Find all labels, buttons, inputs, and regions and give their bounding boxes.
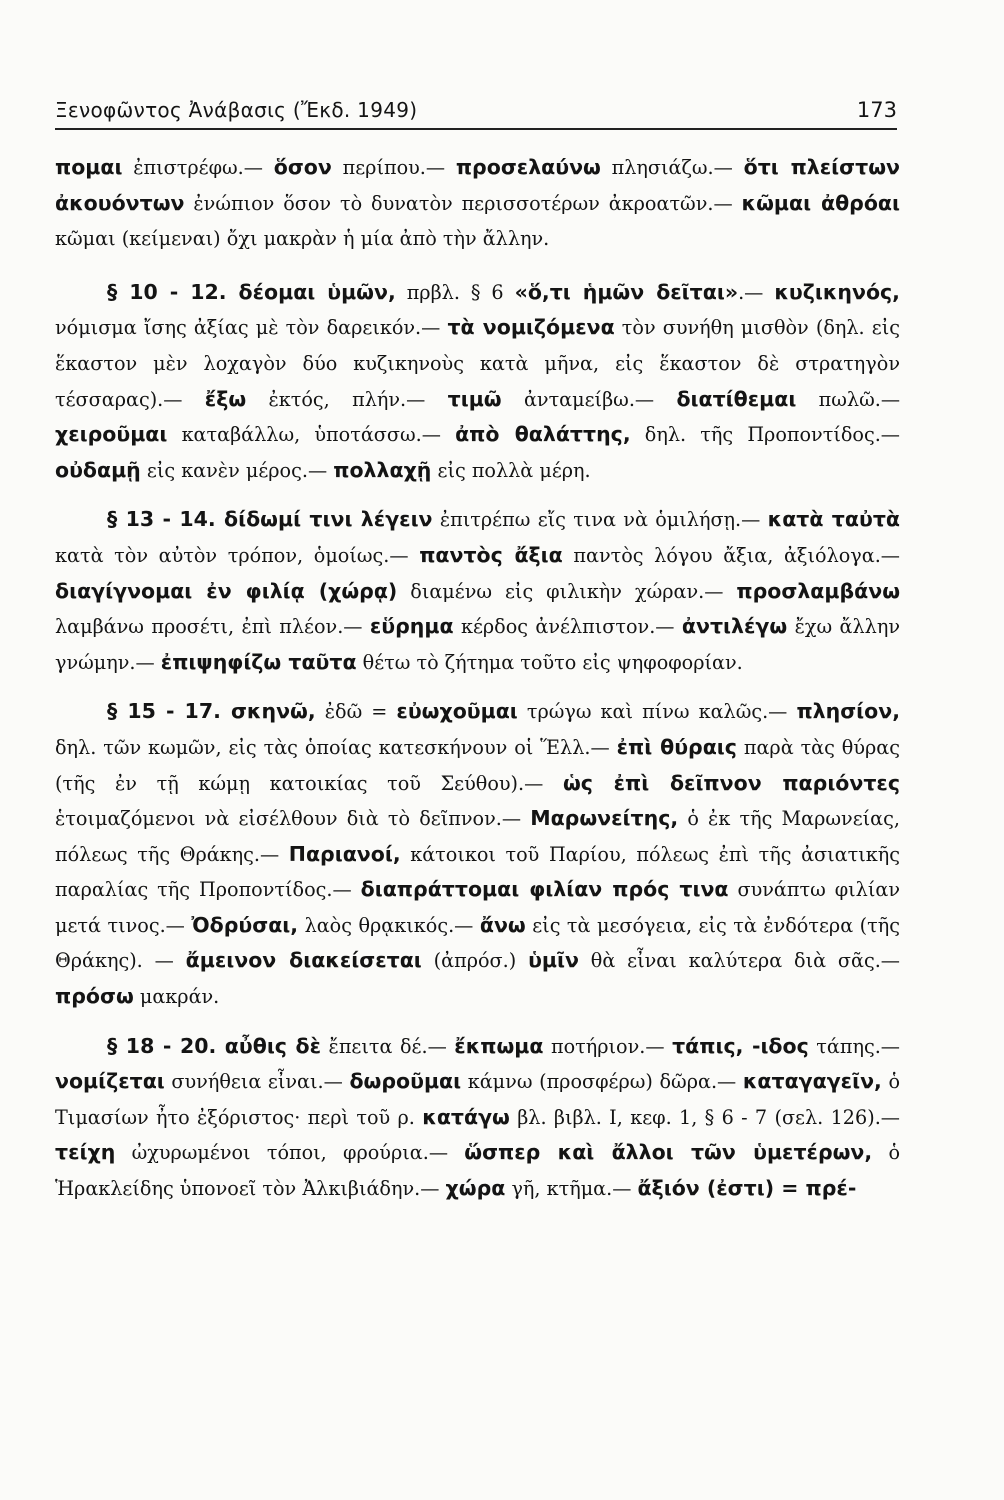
lemma-term: ὑμῖν: [528, 948, 579, 973]
lemma-term: πομαι: [55, 155, 123, 179]
lemma-term: Μαρωνείτης,: [530, 806, 679, 831]
gloss-text: κῶμαι (κείμεναι) ὄχι μακρὰν ἡ μία ἀπὸ τὴν ἄλλην.: [55, 227, 550, 251]
lemma-term: διατίθεμαι: [676, 386, 797, 411]
gloss-text: λαμβάνω προσέτι, ἐπὶ πλέον.—: [55, 615, 370, 639]
lemma-term: ἄμεινον διακείσεται: [185, 948, 422, 973]
gloss-text: ὠχυρωμένοι τόποι, φρούρια.—: [115, 1141, 465, 1165]
lemma-term: εὐωχοῦμαι: [396, 699, 518, 724]
gloss-text: εἰς πολλὰ μέρη.: [431, 458, 591, 482]
lemma-term: νομίζεται: [55, 1069, 165, 1094]
gloss-text: συνάπτω φιλίαν μετά τινος.—: [55, 878, 900, 937]
gloss-text: ἐδῶ =: [315, 700, 397, 724]
lemma-term: εὕρημα: [369, 614, 454, 639]
lemma-term: δωροῦμαι: [349, 1069, 462, 1094]
gloss-text: καταβάλλω, ὑποτάσσω.—: [167, 423, 456, 447]
gloss-text: κάμνω (προσφέρω) δῶρα.—: [461, 1070, 743, 1094]
gloss-text: δηλ. τῶν κωμῶν, εἰς τὰς ὁποίας κατεσκήνουν οἱ Ἕλλ.—: [55, 735, 617, 759]
lemma-term: προσελαύνω: [455, 155, 601, 179]
lemma-term: προσλαμβάνω: [736, 578, 901, 603]
lemma-term: πολλαχῇ: [333, 457, 432, 482]
lemma-term: ὅτι πλείστων ἀκουόντων: [55, 155, 900, 215]
gloss-text: ἔπειτα δέ.—: [321, 1034, 455, 1058]
gloss-text: (ἀπρόσ.): [421, 949, 529, 973]
lemma-term: κατὰ ταὐτὰ: [767, 507, 900, 532]
gloss-text: κέρδος ἀνέλπιστον.—: [453, 615, 682, 639]
page-number: 173: [856, 98, 897, 122]
gloss-text: τὸν συνήθη μισθὸν (δηλ. εἰς ἕκαστον μὲν λοχαγὸν δύο κυζικηνοὺς κατὰ μῆνα, εἰς ἕκαστον δὲ στρατηγὸν τέσσαρας).—: [55, 316, 900, 411]
lemma-term: ἀντιλέγω: [681, 614, 788, 639]
gloss-text: .—: [738, 280, 775, 304]
gloss-text: εἰς κανὲν μέρος.—: [140, 458, 334, 482]
gloss-text: ἔχω ἄλλην γνώμην.—: [55, 615, 900, 674]
lemma-term: Ὀδρύσαι,: [191, 912, 299, 937]
gloss-text: τρώγω καὶ πίνω καλῶς.—: [517, 700, 797, 724]
glossary-body: [55, 150, 900, 1207]
lemma-term: καταγαγεῖν,: [742, 1069, 882, 1094]
lemma-term: Παριανοί,: [288, 841, 401, 866]
lemma-term: παντὸς ἄξια: [419, 542, 563, 567]
lemma-term: ἄξιόν (ἐστι) = πρέ-: [637, 1176, 857, 1201]
gloss-text: θὰ εἶναι καλύτερα διὰ σᾶς.—: [578, 949, 900, 973]
lemma-term: ἔκπωμα: [454, 1033, 544, 1058]
lemma-term: κατάγω: [422, 1104, 510, 1129]
gloss-text: θέτω τὸ ζήτημα τοῦτο εἰς ψηφοφορίαν.: [356, 650, 743, 674]
gloss-text: ὁ Τιμασίων ἦτο ἐξόριστος· περὶ τοῦ ρ.: [55, 1070, 900, 1129]
lemma-term: ἔξω: [204, 386, 247, 411]
lemma-term: διαπράττομαι φιλίαν πρός τινα: [360, 877, 729, 902]
lemma-term: πλησίον,: [796, 699, 901, 724]
gloss-text: πλησιάζω.—: [600, 156, 744, 179]
gloss-text: ἐπιτρέπω εἴς τινα νὰ ὁμιλήσῃ.—: [432, 508, 768, 532]
lemma-term: ἄνω: [479, 912, 526, 937]
gloss-text: ἐκτός, πλήν.—: [246, 387, 448, 411]
lemma-term: χώρα: [445, 1176, 506, 1201]
commentary-paragraph: [55, 694, 900, 1014]
lemma-term: διαγίγνομαι ἐν φιλίᾳ (χώρᾳ): [55, 578, 398, 603]
gloss-text: ὁ Ἡρακλείδης ὑπονοεῖ τὸν Ἀλκιβιάδην.—: [55, 1141, 900, 1201]
lemma-term: ὡς ἐπὶ δεῖπνον παριόντες: [562, 770, 900, 795]
lemma-term: § 15 - 17. σκηνῶ,: [107, 699, 316, 724]
lemma-term: ὅσον: [273, 155, 332, 179]
gloss-text: βλ. βιβλ. I, κεφ. 1, § 6 - 7 (σελ. 126).—: [509, 1105, 900, 1129]
lemma-term: κυζικηνός,: [774, 279, 900, 304]
gloss-text: κάτοικοι τοῦ Παρίου, πόλεως ἐπὶ τῆς ἀσιατικῆς παραλίας τῆς Προποντίδος.—: [55, 842, 900, 902]
gloss-text: δηλ. τῆς Προποντίδος.—: [630, 423, 900, 447]
lemma-term: κῶμαι ἀθρόαι: [741, 190, 901, 215]
gloss-text: συνήθεια εἶναι.—: [164, 1070, 350, 1094]
gloss-text: πρβλ. § 6: [395, 280, 515, 304]
lemma-term: ὥσπερ καὶ ἄλλοι τῶν ὑμετέρων,: [464, 1140, 873, 1165]
gloss-text: κατὰ τὸν αὐτὸν τρόπον, ὁμοίως.—: [55, 543, 420, 567]
gloss-text: πωλῶ.—: [796, 387, 901, 411]
gloss-text: ὁ ἐκ τῆς Μαρωνείας, πόλεως τῆς Θράκης.—: [55, 807, 900, 866]
lemma-term: § 18 - 20. αὖθις δὲ: [107, 1033, 322, 1058]
lemma-term: χειροῦμαι: [55, 422, 168, 447]
gloss-text: ἀνταμείβω.—: [501, 387, 677, 411]
lemma-term: τείχη: [55, 1140, 116, 1165]
lemma-term: ἐπιψηφίζω ταῦτα: [160, 649, 357, 674]
gloss-text: διαμένω εἰς φιλικὴν χώραν.—: [397, 579, 737, 603]
commentary-paragraph: [55, 150, 900, 257]
lemma-term: § 10 - 12. δέομαι ὑμῶν,: [107, 279, 396, 304]
gloss-text: περίπου.—: [331, 156, 456, 179]
gloss-text: παντὸς λόγου ἄξια, ἀξιόλογα.—: [562, 543, 900, 567]
gloss-text: λαὸς θρᾳκικός.—: [298, 913, 480, 937]
lemma-term: ἀπὸ θαλάττης,: [455, 422, 631, 447]
running-title: Ξενοφῶντος Ἀνάβασις (Ἔκδ. 1949): [55, 98, 418, 122]
lemma-term: τὰ νομιζόμενα: [447, 315, 615, 340]
gloss-text: ἐνώπιον ὅσον τὸ δυνατὸν περισσοτέρων ἀκροατῶν.—: [184, 191, 742, 215]
gloss-text: τάπης.—: [808, 1034, 900, 1058]
commentary-paragraph: [55, 502, 900, 680]
commentary-paragraph: [55, 1029, 900, 1207]
lemma-term: «ὅ,τι ἡμῶν δεῖται»: [514, 279, 739, 304]
gloss-text: γῆ, κτῆμα.—: [505, 1177, 638, 1201]
lemma-term: ἐπὶ θύραις: [616, 734, 737, 759]
lemma-term: πρόσω: [55, 984, 134, 1009]
page-header: [55, 92, 897, 130]
lemma-term: οὐδαμῇ: [55, 457, 141, 482]
gloss-text: ἑτοιμαζόμενοι νὰ εἰσέλθουν διὰ τὸ δεῖπνον.—: [55, 807, 531, 831]
lemma-term: τιμῶ: [447, 386, 502, 411]
gloss-text: παρὰ τὰς θύρας (τῆς ἐν τῇ κώμῃ κατοικίας τοῦ Σεύθου).—: [55, 735, 900, 795]
gloss-text: μακράν.: [133, 985, 220, 1009]
gloss-text: ποτήριον.—: [543, 1034, 673, 1058]
lemma-term: § 13 - 14. δίδωμί τινι λέγειν: [107, 507, 433, 532]
commentary-paragraph: [55, 275, 900, 489]
gloss-text: νόμισμα ἴσης ἀξίας μὲ τὸν δαρεικόν.—: [55, 316, 448, 340]
gloss-text: ἐπιστρέφω.—: [122, 156, 274, 179]
lemma-term: τάπις, -ιδος: [672, 1033, 809, 1058]
gloss-text: εἰς τὰ μεσόγεια, εἰς τὰ ἐνδότερα (τῆς Θράκης). —: [55, 913, 900, 973]
